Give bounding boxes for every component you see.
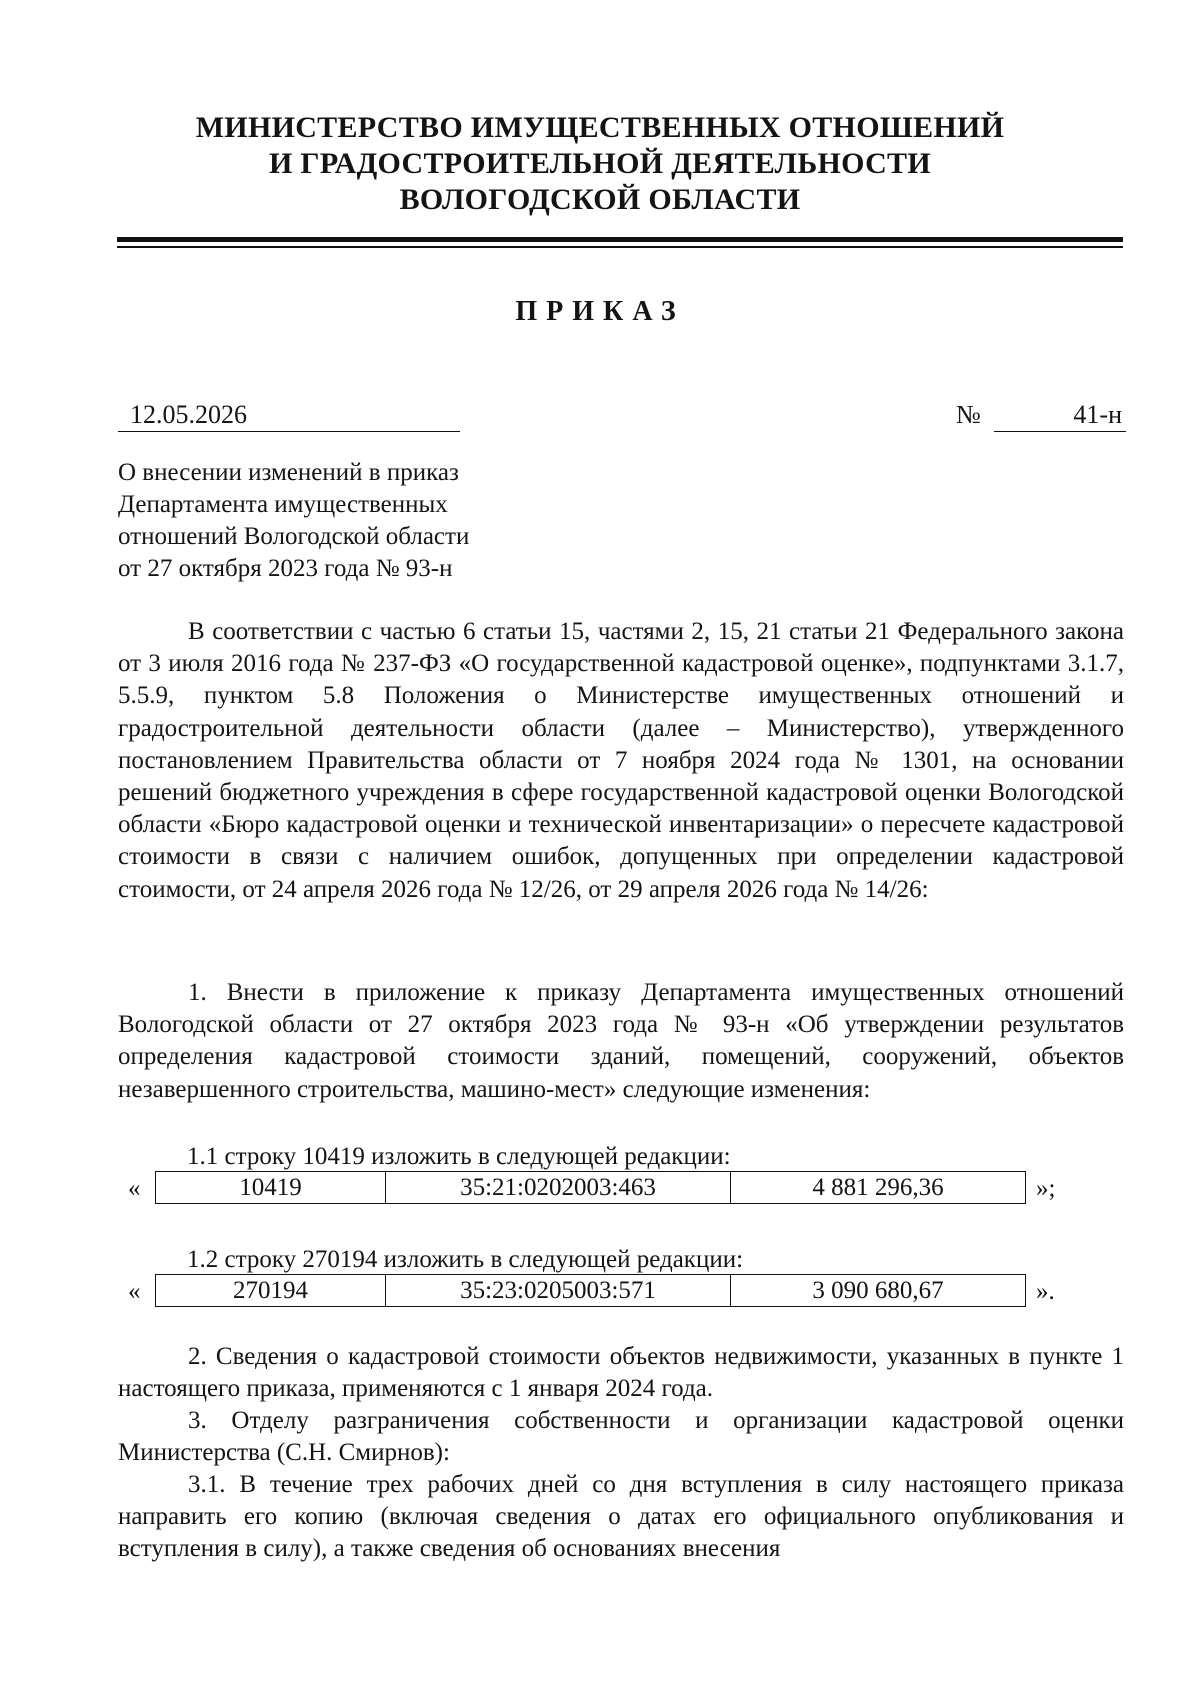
cadastral-number-cell: 35:23:0205003:571 xyxy=(386,1275,731,1307)
cadastral-number-cell: 35:21:0202003:463 xyxy=(386,1172,731,1204)
close-quote-2: ». xyxy=(1036,1278,1055,1305)
subitem-1-1-heading: 1.1 строку 10419 изложить в следующей редакции: xyxy=(187,1143,731,1170)
document-type-title: ПРИКАЗ xyxy=(515,296,685,327)
replacement-row-table-1 xyxy=(155,1171,1026,1204)
close-quote-1: »; xyxy=(1036,1175,1056,1202)
open-quote-1: « xyxy=(128,1175,141,1202)
document-number: 41-н xyxy=(994,399,1126,432)
subitem-1-2-heading: 1.2 строку 270194 изложить в следующей редакции: xyxy=(187,1246,744,1273)
row-number-cell: 10419 xyxy=(156,1172,386,1204)
cadastral-value-cell: 4 881 296,36 xyxy=(731,1172,1026,1204)
ministry-line-3: ВОЛОГОДСКОЙ ОБЛАСТИ xyxy=(399,183,801,216)
item-1-paragraph: 1. Внести в приложение к приказу Департамента имущественных отношений Вологодской области от 27 октября 2023 года № 93-н «Об утверждении результатов определения кадастровой стоимости зданий, помещений, сооружений, объектов незавершенного строительства, машино-мест» следующие изменения: xyxy=(118,979,1124,1103)
ministry-line-2: И ГРАДОСТРОИТЕЛЬНОЙ ДЕЯТЕЛЬНОСТИ xyxy=(269,147,931,180)
table-row xyxy=(156,1275,1026,1307)
header-divider-thin xyxy=(117,246,1123,248)
ministry-name xyxy=(150,110,1050,218)
header-divider-thick xyxy=(117,237,1123,242)
open-quote-2: « xyxy=(128,1278,141,1305)
document-subject: О внесении изменений в приказ Департамента имущественных отношений Вологодской области от 27 октября 2023 года № 93-н xyxy=(118,459,470,582)
preamble-paragraph: В соответствии с частью 6 статьи 15, частями 2, 15, 21 статьи 21 Федерального закона от 3 июля 2016 года № 237-ФЗ «О государственной кадастровой оценке», подпунктами 3.1.7, 5.5.9, пунктом 5.8 Положения о Министерстве имущественных отношений и градостроительной деятельности области (далее – Министерство), утвержденного постановлением Правительства области от 7 ноября 2024 года № 1301, на основании решений бюджетного учреждения в сфере государственной кадастровой оценки Вологодской области «Бюро кадастровой оценки и технической инвентаризации» о пересчете кадастровой стоимости в связи с наличием ошибок, допущенных при определении кадастровой стоимости, от 24 апреля 2026 года № 12/26, от 29 апреля 2026 года № 14/26: xyxy=(118,618,1124,903)
row-number-cell: 270194 xyxy=(156,1275,386,1307)
cadastral-value-cell: 3 090 680,67 xyxy=(731,1275,1026,1307)
item-2-paragraph: 2. Сведения о кадастровой стоимости объектов недвижимости, указанных в пункте 1 настоящего приказа, применяются с 1 января 2024 года. xyxy=(118,1343,1124,1403)
replacement-row-table-2 xyxy=(155,1274,1026,1307)
ministry-line-1: МИНИСТЕРСТВО ИМУЩЕСТВЕННЫХ ОТНОШЕНИЙ xyxy=(195,111,1005,144)
number-sign: № xyxy=(956,400,981,429)
table-row xyxy=(156,1172,1026,1204)
item-3-paragraph: 3. Отделу разграничения собственности и организации кадастровой оценки Министерства (С.Н. Смирнов): xyxy=(118,1407,1124,1467)
document-date: 12.05.2026 xyxy=(118,399,460,432)
item-3-1-paragraph: 3.1. В течение трех рабочих дней со дня вступления в силу настоящего приказа направить его копию (включая сведения о датах его официального опубликования и вступления в силу), а также сведения об основаниях внесения xyxy=(118,1471,1124,1563)
